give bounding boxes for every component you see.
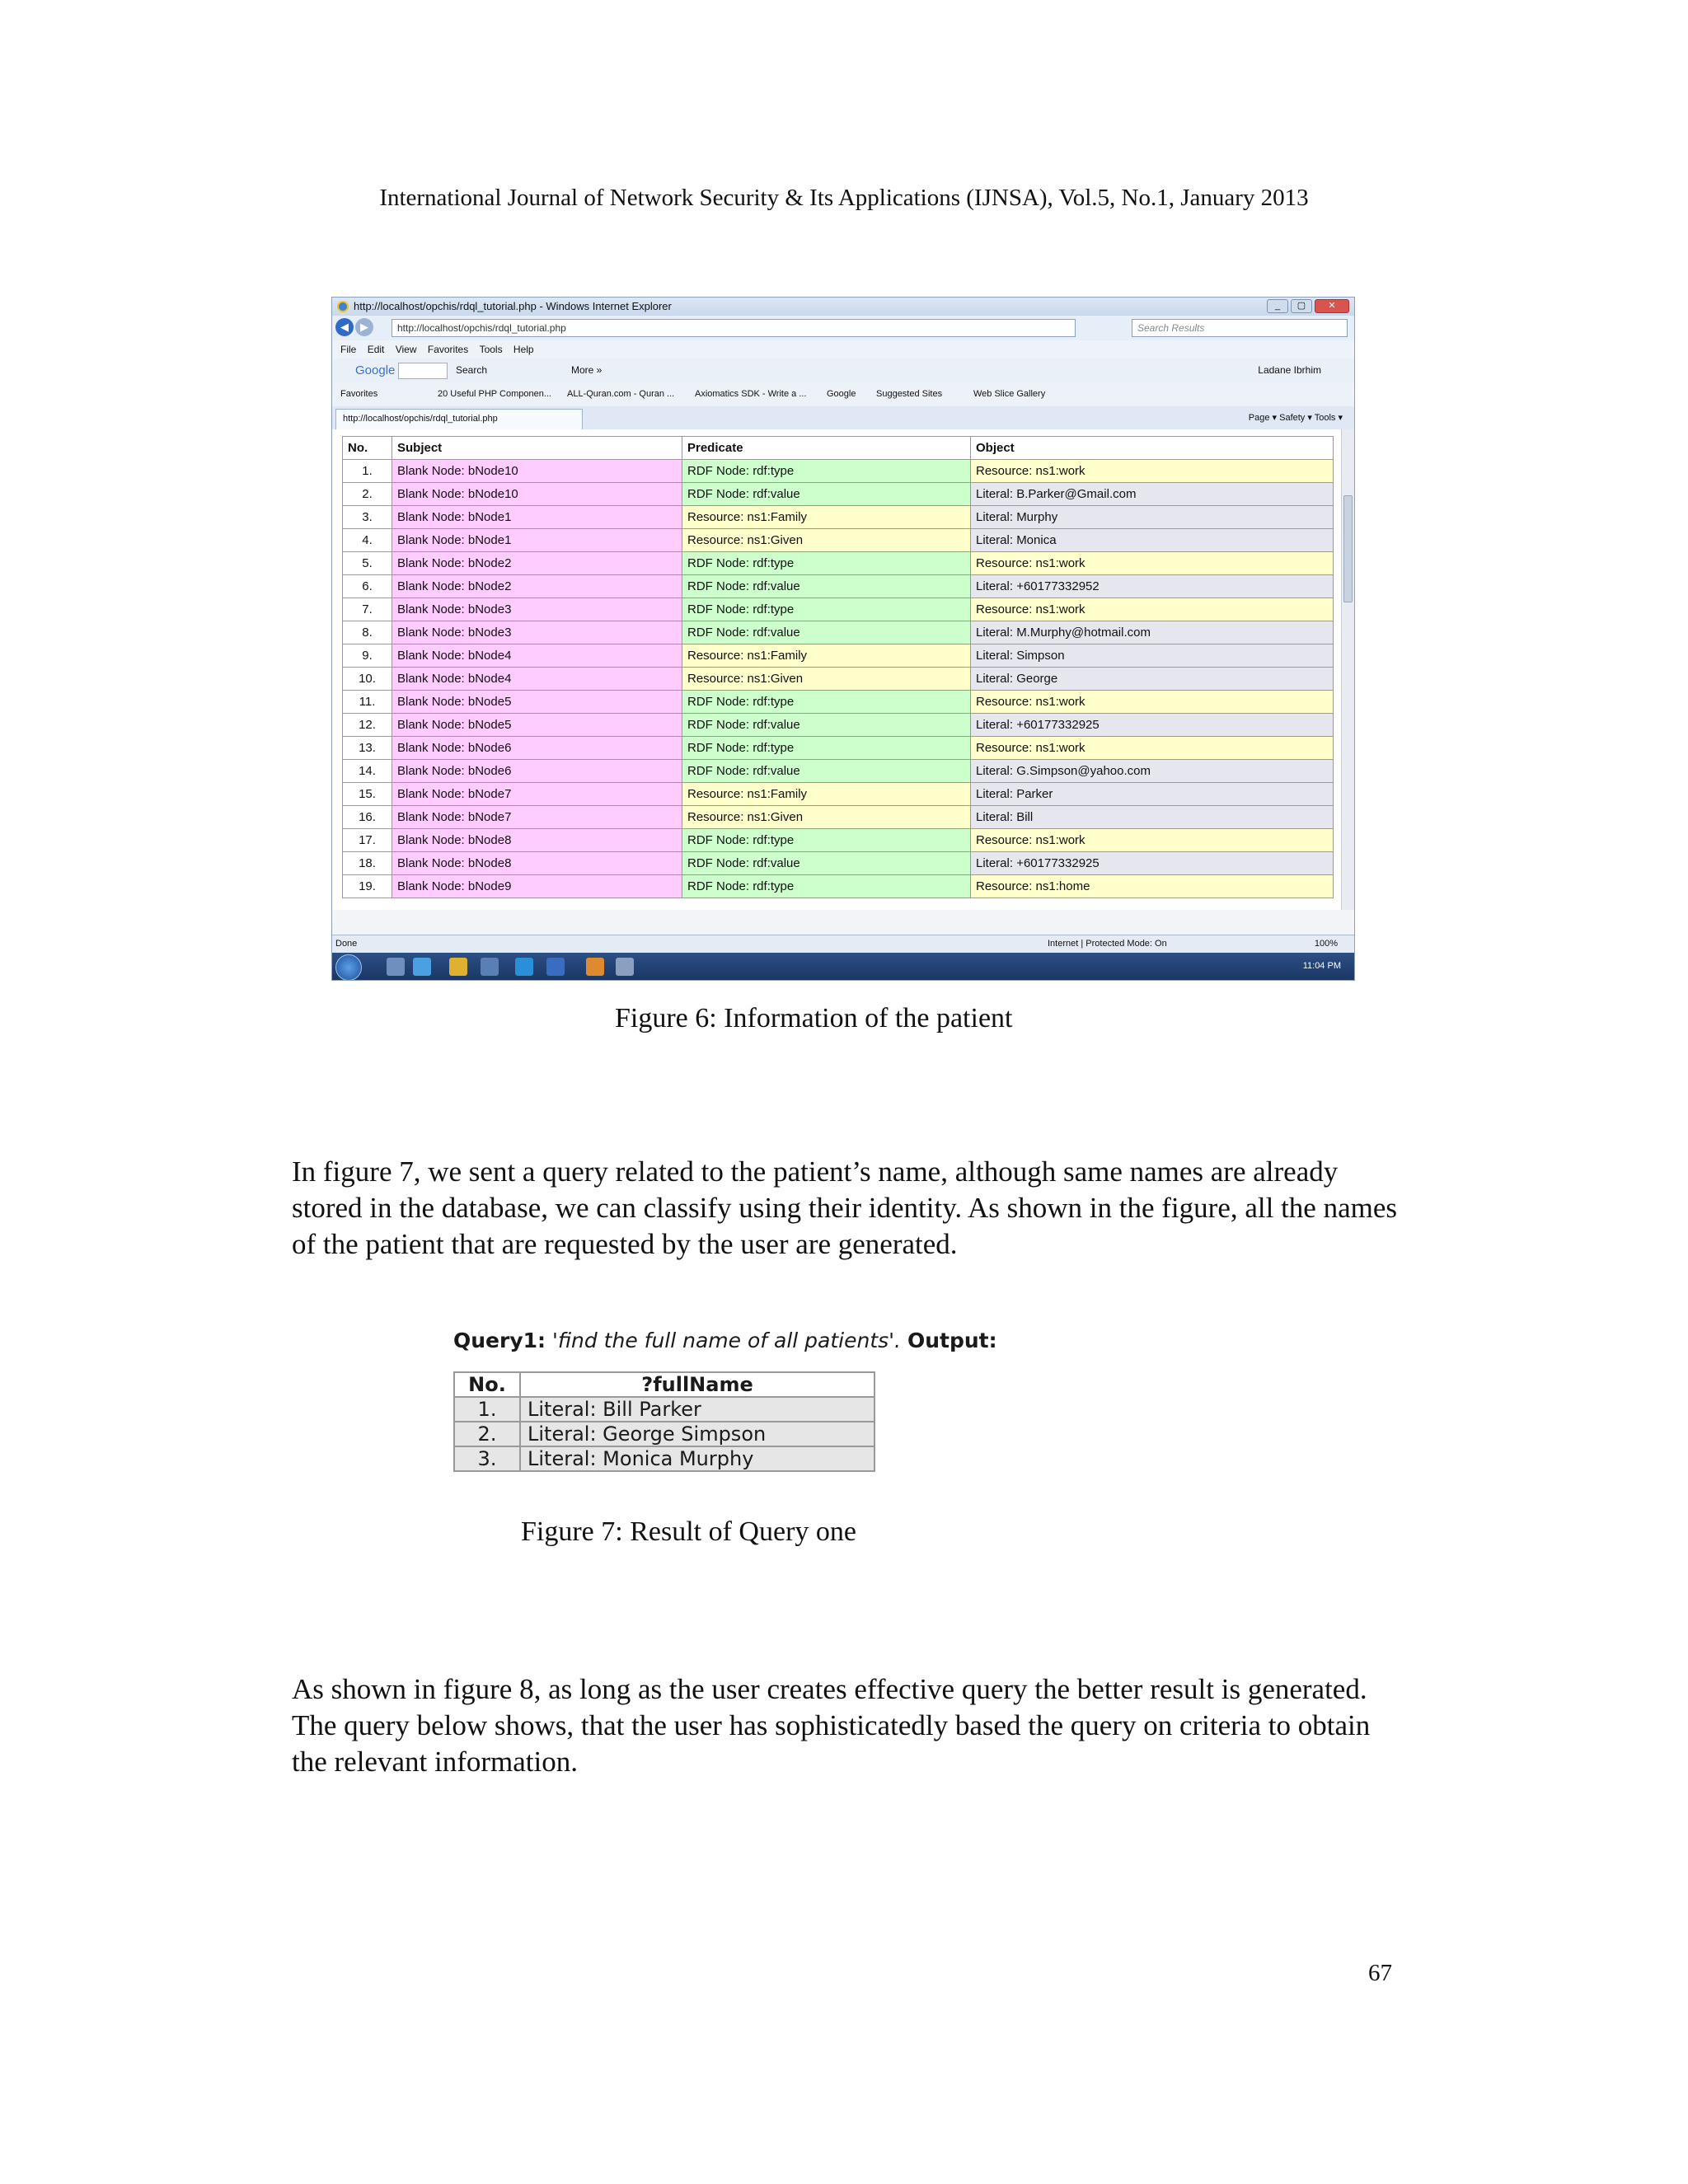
object-cell: Literal: Murphy <box>971 506 1334 529</box>
subject-cell: Blank Node: bNode5 <box>392 691 682 714</box>
figure-6-browser-screenshot <box>331 297 1355 981</box>
object-cell: Literal: Monica <box>971 529 1334 552</box>
row-number: 8. <box>343 621 392 644</box>
row-number: 1. <box>454 1397 520 1422</box>
subject-cell: Blank Node: bNode6 <box>392 760 682 783</box>
col-object: Object <box>971 437 1334 460</box>
predicate-cell: Resource: ns1:Given <box>682 529 971 552</box>
table-row <box>343 529 1334 552</box>
table-row <box>343 483 1334 506</box>
object-cell: Literal: +60177332925 <box>971 852 1334 875</box>
fav-item[interactable]: Axiomatics SDK - Write a ... <box>695 389 807 399</box>
row-number: 15. <box>343 783 392 806</box>
subject-cell: Blank Node: bNode3 <box>392 621 682 644</box>
table-row <box>454 1397 874 1422</box>
fav-item[interactable]: Web Slice Gallery <box>973 389 1046 399</box>
page-content <box>332 429 1354 910</box>
object-cell: Literal: +60177332952 <box>971 575 1334 598</box>
menu-edit[interactable]: Edit <box>367 344 385 355</box>
subject-cell: Blank Node: bNode8 <box>392 852 682 875</box>
row-number: 13. <box>343 737 392 760</box>
row-number: 18. <box>343 852 392 875</box>
table-row <box>343 737 1334 760</box>
status-bar <box>332 935 1354 953</box>
command-bar[interactable]: Page ▾ Safety ▾ Tools ▾ <box>1248 413 1343 423</box>
security-zone: Internet | Protected Mode: On <box>1048 939 1167 949</box>
table-row <box>343 806 1334 829</box>
row-number: 9. <box>343 644 392 668</box>
row-number: 10. <box>343 668 392 691</box>
row-number: 7. <box>343 598 392 621</box>
row-number: 1. <box>343 460 392 483</box>
app-icon[interactable] <box>481 958 499 976</box>
object-cell: Literal: George <box>971 668 1334 691</box>
fav-item[interactable]: Suggested Sites <box>876 389 943 399</box>
row-number: 6. <box>343 575 392 598</box>
predicate-cell: RDF Node: rdf:value <box>682 621 971 644</box>
zoom-level[interactable]: 100% <box>1314 939 1338 949</box>
full-name-cell: Literal: George Simpson <box>520 1422 874 1446</box>
col-no: No. <box>343 437 392 460</box>
predicate-cell: Resource: ns1:Family <box>682 783 971 806</box>
menu-bar <box>332 340 1354 359</box>
predicate-cell: RDF Node: rdf:value <box>682 852 971 875</box>
fav-item[interactable]: Google <box>827 389 856 399</box>
google-more-button[interactable]: More » <box>571 364 603 376</box>
subject-cell: Blank Node: bNode10 <box>392 483 682 506</box>
minimize-button[interactable]: _ <box>1267 299 1288 313</box>
predicate-cell: RDF Node: rdf:type <box>682 691 971 714</box>
google-toolbar <box>332 359 1354 383</box>
object-cell: Resource: ns1:work <box>971 598 1334 621</box>
table-row <box>454 1446 874 1471</box>
clock: 11:04 PM <box>1302 961 1341 971</box>
table-row <box>454 1422 874 1446</box>
table-row <box>343 668 1334 691</box>
active-tab[interactable]: http://localhost/opchis/rdql_tutorial.php <box>335 409 583 429</box>
back-button[interactable]: ◀ <box>335 318 354 336</box>
object-cell: Resource: ns1:home <box>971 875 1334 898</box>
table-row <box>343 760 1334 783</box>
subject-cell: Blank Node: bNode1 <box>392 506 682 529</box>
table-row <box>343 621 1334 644</box>
predicate-cell: RDF Node: rdf:type <box>682 598 971 621</box>
search-input[interactable]: Search Results <box>1132 319 1348 337</box>
object-cell: Resource: ns1:work <box>971 737 1334 760</box>
table-row <box>343 460 1334 483</box>
subject-cell: Blank Node: bNode3 <box>392 598 682 621</box>
fav-item[interactable]: ALL-Quran.com - Quran ... <box>567 389 675 399</box>
explorer-icon[interactable] <box>387 958 405 976</box>
subject-cell: Blank Node: bNode7 <box>392 783 682 806</box>
figure-7-caption: Figure 7: Result of Query one <box>521 1516 856 1547</box>
full-name-cell: Literal: Bill Parker <box>520 1397 874 1422</box>
menu-view[interactable]: View <box>395 344 417 355</box>
table-row <box>343 598 1334 621</box>
user-account[interactable]: Ladane Ibrhim <box>1258 364 1321 376</box>
table-row <box>343 852 1334 875</box>
subject-cell: Blank Node: bNode7 <box>392 806 682 829</box>
paragraph-2: As shown in figure 8, as long as the user creates effective query the better result is generated. The query below shows, that the user has sophisticatedly based the query on criteria to obtain the relevant information. <box>292 1673 1371 1778</box>
scroll-thumb[interactable] <box>1343 495 1353 602</box>
app-icon[interactable] <box>586 958 604 976</box>
subject-cell: Blank Node: bNode10 <box>392 460 682 483</box>
rdf-results-table <box>342 436 1334 898</box>
page-number: 67 <box>1368 1960 1392 1986</box>
table-row <box>343 714 1334 737</box>
subject-cell: Blank Node: bNode4 <box>392 668 682 691</box>
word-icon[interactable] <box>546 958 565 976</box>
table-row <box>343 575 1334 598</box>
predicate-cell: RDF Node: rdf:type <box>682 829 971 852</box>
table-row <box>343 644 1334 668</box>
menu-tools[interactable]: Tools <box>479 344 503 355</box>
row-number: 3. <box>454 1446 520 1471</box>
row-number: 4. <box>343 529 392 552</box>
object-cell: Resource: ns1:work <box>971 829 1334 852</box>
col-subject: Subject <box>392 437 682 460</box>
predicate-cell: RDF Node: rdf:type <box>682 460 971 483</box>
subject-cell: Blank Node: bNode8 <box>392 829 682 852</box>
figure-6-caption: Figure 6: Information of the patient <box>615 1003 1013 1033</box>
window-titlebar <box>332 298 1354 316</box>
object-cell: Resource: ns1:work <box>971 552 1334 575</box>
table-row <box>343 829 1334 852</box>
row-number: 5. <box>343 552 392 575</box>
start-button[interactable] <box>335 954 362 981</box>
predicate-cell: RDF Node: rdf:type <box>682 875 971 898</box>
object-cell: Resource: ns1:work <box>971 460 1334 483</box>
windows-taskbar <box>332 953 1354 981</box>
predicate-cell: RDF Node: rdf:type <box>682 552 971 575</box>
row-number: 12. <box>343 714 392 737</box>
query-result-table <box>453 1371 875 1472</box>
row-number: 2. <box>454 1422 520 1446</box>
row-number: 17. <box>343 829 392 852</box>
journal-header: International Journal of Network Security & Its Applications (IJNSA), Vol.5, No.1, January 2013 <box>379 185 1309 211</box>
address-input[interactable]: http://localhost/opchis/rdql_tutorial.php <box>392 319 1076 337</box>
ie-icon <box>337 301 349 312</box>
menu-file[interactable]: File <box>340 344 357 355</box>
favorites-bar <box>332 383 1354 406</box>
predicate-cell: Resource: ns1:Given <box>682 806 971 829</box>
app-icon[interactable] <box>616 958 634 976</box>
col-fullname: ?fullName <box>520 1372 874 1397</box>
close-button[interactable]: ✕ <box>1315 299 1349 313</box>
object-cell: Literal: Simpson <box>971 644 1334 668</box>
subject-cell: Blank Node: bNode6 <box>392 737 682 760</box>
subject-cell: Blank Node: bNode4 <box>392 644 682 668</box>
subject-cell: Blank Node: bNode2 <box>392 575 682 598</box>
row-number: 11. <box>343 691 392 714</box>
subject-cell: Blank Node: bNode5 <box>392 714 682 737</box>
object-cell: Literal: M.Murphy@hotmail.com <box>971 621 1334 644</box>
predicate-cell: Resource: ns1:Family <box>682 506 971 529</box>
table-row <box>343 552 1334 575</box>
ie-taskbar-icon[interactable] <box>413 958 431 976</box>
table-row <box>343 506 1334 529</box>
google-search-button[interactable]: Search <box>456 364 488 376</box>
full-name-cell: Literal: Monica Murphy <box>520 1446 874 1471</box>
menu-favorites[interactable]: Favorites <box>427 344 469 355</box>
object-cell: Literal: B.Parker@Gmail.com <box>971 483 1334 506</box>
status-text: Done <box>335 939 358 949</box>
predicate-cell: Resource: ns1:Given <box>682 668 971 691</box>
google-search-box[interactable] <box>398 363 448 379</box>
table-row <box>343 875 1334 898</box>
address-bar-row <box>332 316 1354 340</box>
subject-cell: Blank Node: bNode9 <box>392 875 682 898</box>
query-text: 'find the full name of all patients'. <box>551 1329 901 1352</box>
window-title: http://localhost/opchis/rdql_tutorial.php - Windows Internet Explorer <box>354 300 672 312</box>
subject-cell: Blank Node: bNode2 <box>392 552 682 575</box>
favorites-button[interactable]: Favorites <box>340 389 378 399</box>
row-number: 3. <box>343 506 392 529</box>
object-cell: Literal: +60177332925 <box>971 714 1334 737</box>
predicate-cell: Resource: ns1:Family <box>682 644 971 668</box>
predicate-cell: RDF Node: rdf:type <box>682 737 971 760</box>
predicate-cell: RDF Node: rdf:value <box>682 760 971 783</box>
query-title <box>453 1329 997 1352</box>
predicate-cell: RDF Node: rdf:value <box>682 714 971 737</box>
google-logo: Google <box>355 363 396 377</box>
restore-button[interactable]: ▢ <box>1291 299 1312 313</box>
predicate-cell: RDF Node: rdf:value <box>682 483 971 506</box>
row-number: 16. <box>343 806 392 829</box>
fav-item[interactable]: 20 Useful PHP Componen... <box>438 389 551 399</box>
subject-cell: Blank Node: bNode1 <box>392 529 682 552</box>
query-output-label: Output: <box>907 1329 997 1352</box>
vertical-scrollbar[interactable] <box>1341 429 1354 910</box>
table-row <box>343 783 1334 806</box>
menu-help[interactable]: Help <box>513 344 534 355</box>
skype-icon[interactable] <box>515 958 533 976</box>
object-cell: Literal: G.Simpson@yahoo.com <box>971 760 1334 783</box>
col-no: No. <box>454 1372 520 1397</box>
tab-bar <box>332 406 1354 429</box>
table-row <box>343 691 1334 714</box>
object-cell: Literal: Bill <box>971 806 1334 829</box>
media-icon[interactable] <box>449 958 467 976</box>
paragraph-1: In figure 7, we sent a query related to the patient’s name, although same names are already stored in the database, we can classify using their identity. As shown in the figure, all the names of the patient that are requested by the user are generated. <box>292 1155 1398 1260</box>
query-label: Query1: <box>453 1329 546 1352</box>
forward-button[interactable]: ▶ <box>355 318 373 336</box>
object-cell: Literal: Parker <box>971 783 1334 806</box>
predicate-cell: RDF Node: rdf:value <box>682 575 971 598</box>
row-number: 14. <box>343 760 392 783</box>
row-number: 19. <box>343 875 392 898</box>
row-number: 2. <box>343 483 392 506</box>
figure-7-query-result <box>452 1327 1210 1475</box>
col-predicate: Predicate <box>682 437 971 460</box>
object-cell: Resource: ns1:work <box>971 691 1334 714</box>
